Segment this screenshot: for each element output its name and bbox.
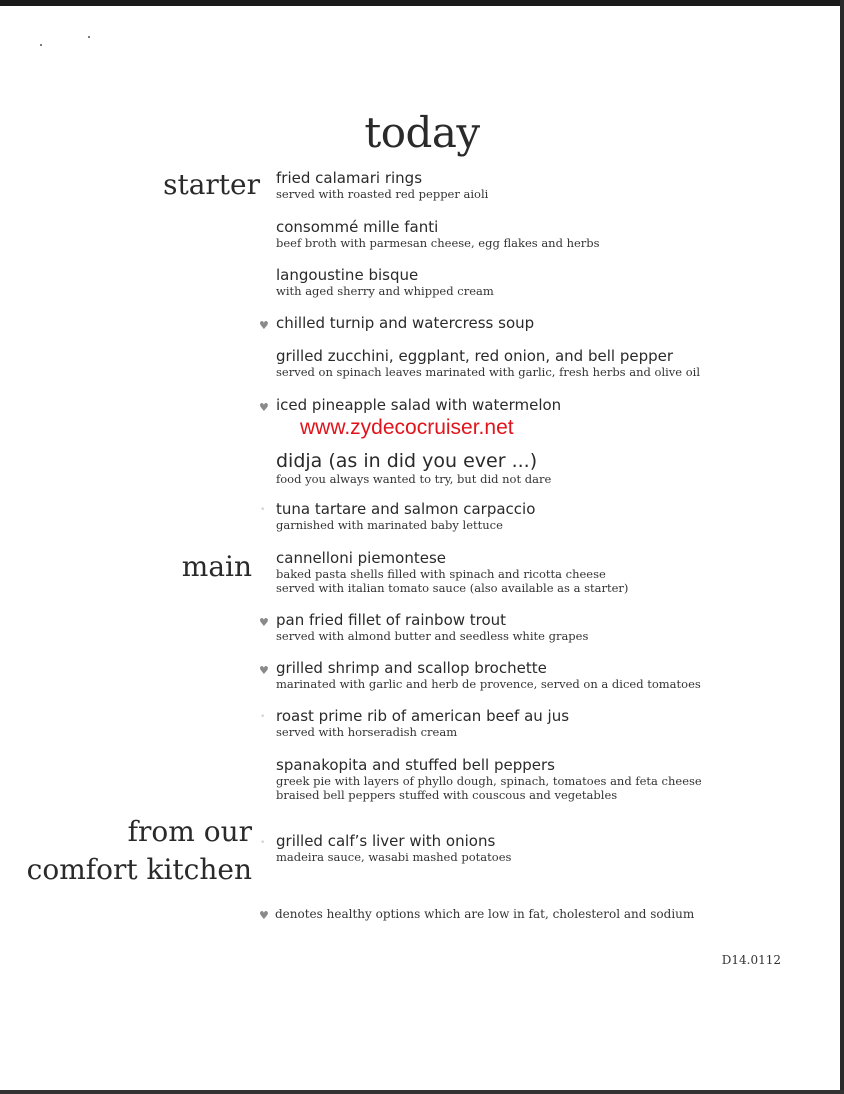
menu-item	[276, 397, 816, 414]
dot-icon: •	[260, 712, 266, 722]
item-name: iced pineapple salad with watermelon	[276, 396, 562, 414]
item-desc: greek pie with layers of phyllo dough, spinach, tomatoes and feta cheese	[276, 774, 702, 788]
section-comfort-line2: comfort kitchen	[26, 853, 252, 886]
dot-icon: •	[260, 838, 266, 848]
heart-icon: ♥	[259, 616, 269, 629]
item-name: grilled shrimp and scallop brochette	[276, 659, 547, 677]
healthy-footnote: denotes healthy options which are low in fat, cholesterol and sodium	[275, 907, 695, 921]
scan-edge-bottom	[0, 1090, 844, 1094]
item-desc: garnished with marinated baby lettuce	[276, 518, 503, 532]
menu-item	[276, 170, 816, 201]
item-name: roast prime rib of american beef au jus	[276, 707, 570, 725]
menu-item	[276, 708, 816, 739]
menu-item	[276, 450, 816, 486]
item-desc: madeira sauce, wasabi mashed potatoes	[276, 850, 512, 864]
item-desc: served with italian tomato sauce (also available as a starter)	[276, 581, 629, 595]
menu-item	[276, 550, 816, 595]
item-desc: marinated with garlic and herb de provence, served on a diced tomatoes	[276, 677, 701, 691]
page-title: today	[364, 108, 480, 157]
dot-icon: •	[260, 505, 266, 515]
menu-item	[276, 833, 816, 864]
item-name: fried calamari rings	[276, 169, 423, 187]
item-desc: served on spinach leaves marinated with garlic, fresh herbs and olive oil	[276, 365, 701, 379]
item-name: consommé mille fanti	[276, 218, 439, 236]
scan-edge-right	[840, 0, 844, 1094]
item-desc: served with roasted red pepper aioli	[276, 187, 489, 201]
item-desc: braised bell peppers stuffed with couscous and vegetables	[276, 788, 618, 802]
scan-edge-top	[0, 0, 844, 6]
item-name: didja (as in did you ever ...)	[276, 450, 538, 472]
item-desc: beef broth with parmesan cheese, egg flakes and herbs	[276, 236, 600, 250]
menu-item	[276, 612, 816, 643]
heart-icon: ♥	[259, 664, 269, 677]
item-name: grilled zucchini, eggplant, red onion, and bell pepper	[276, 347, 674, 365]
menu-item	[276, 501, 816, 532]
item-desc: with aged sherry and whipped cream	[276, 284, 494, 298]
item-name: pan fried fillet of rainbow trout	[276, 611, 507, 629]
section-comfort-line1: from our	[127, 815, 252, 848]
item-desc: served with horseradish cream	[276, 725, 458, 739]
item-desc: food you always wanted to try, but did not dare	[276, 472, 552, 486]
heart-icon: ♥	[259, 401, 269, 414]
menu-item	[276, 219, 816, 250]
item-name: spanakopita and stuffed bell peppers	[276, 756, 555, 774]
watermark-url: www.zydecocruiser.net	[300, 416, 514, 439]
item-name: cannelloni piemontese	[276, 549, 447, 567]
scan-speck	[40, 44, 42, 46]
menu-item	[276, 660, 816, 691]
menu-item	[276, 267, 816, 298]
section-starter: starter	[163, 168, 260, 201]
section-main: main	[181, 550, 252, 583]
item-name: langoustine bisque	[276, 266, 419, 284]
scan-speck	[88, 36, 90, 38]
item-desc: served with almond butter and seedless white grapes	[276, 629, 589, 643]
menu-item	[276, 315, 816, 332]
menu-item	[276, 757, 816, 802]
heart-icon: ♥	[259, 319, 269, 332]
item-name: chilled turnip and watercress soup	[276, 314, 535, 332]
item-desc: baked pasta shells filled with spinach and ricotta cheese	[276, 567, 606, 581]
heart-icon: ♥	[259, 909, 269, 922]
item-name: tuna tartare and salmon carpaccio	[276, 500, 536, 518]
menu-code: D14.0112	[721, 953, 781, 967]
menu-item	[276, 348, 816, 379]
item-name: grilled calf’s liver with onions	[276, 832, 496, 850]
